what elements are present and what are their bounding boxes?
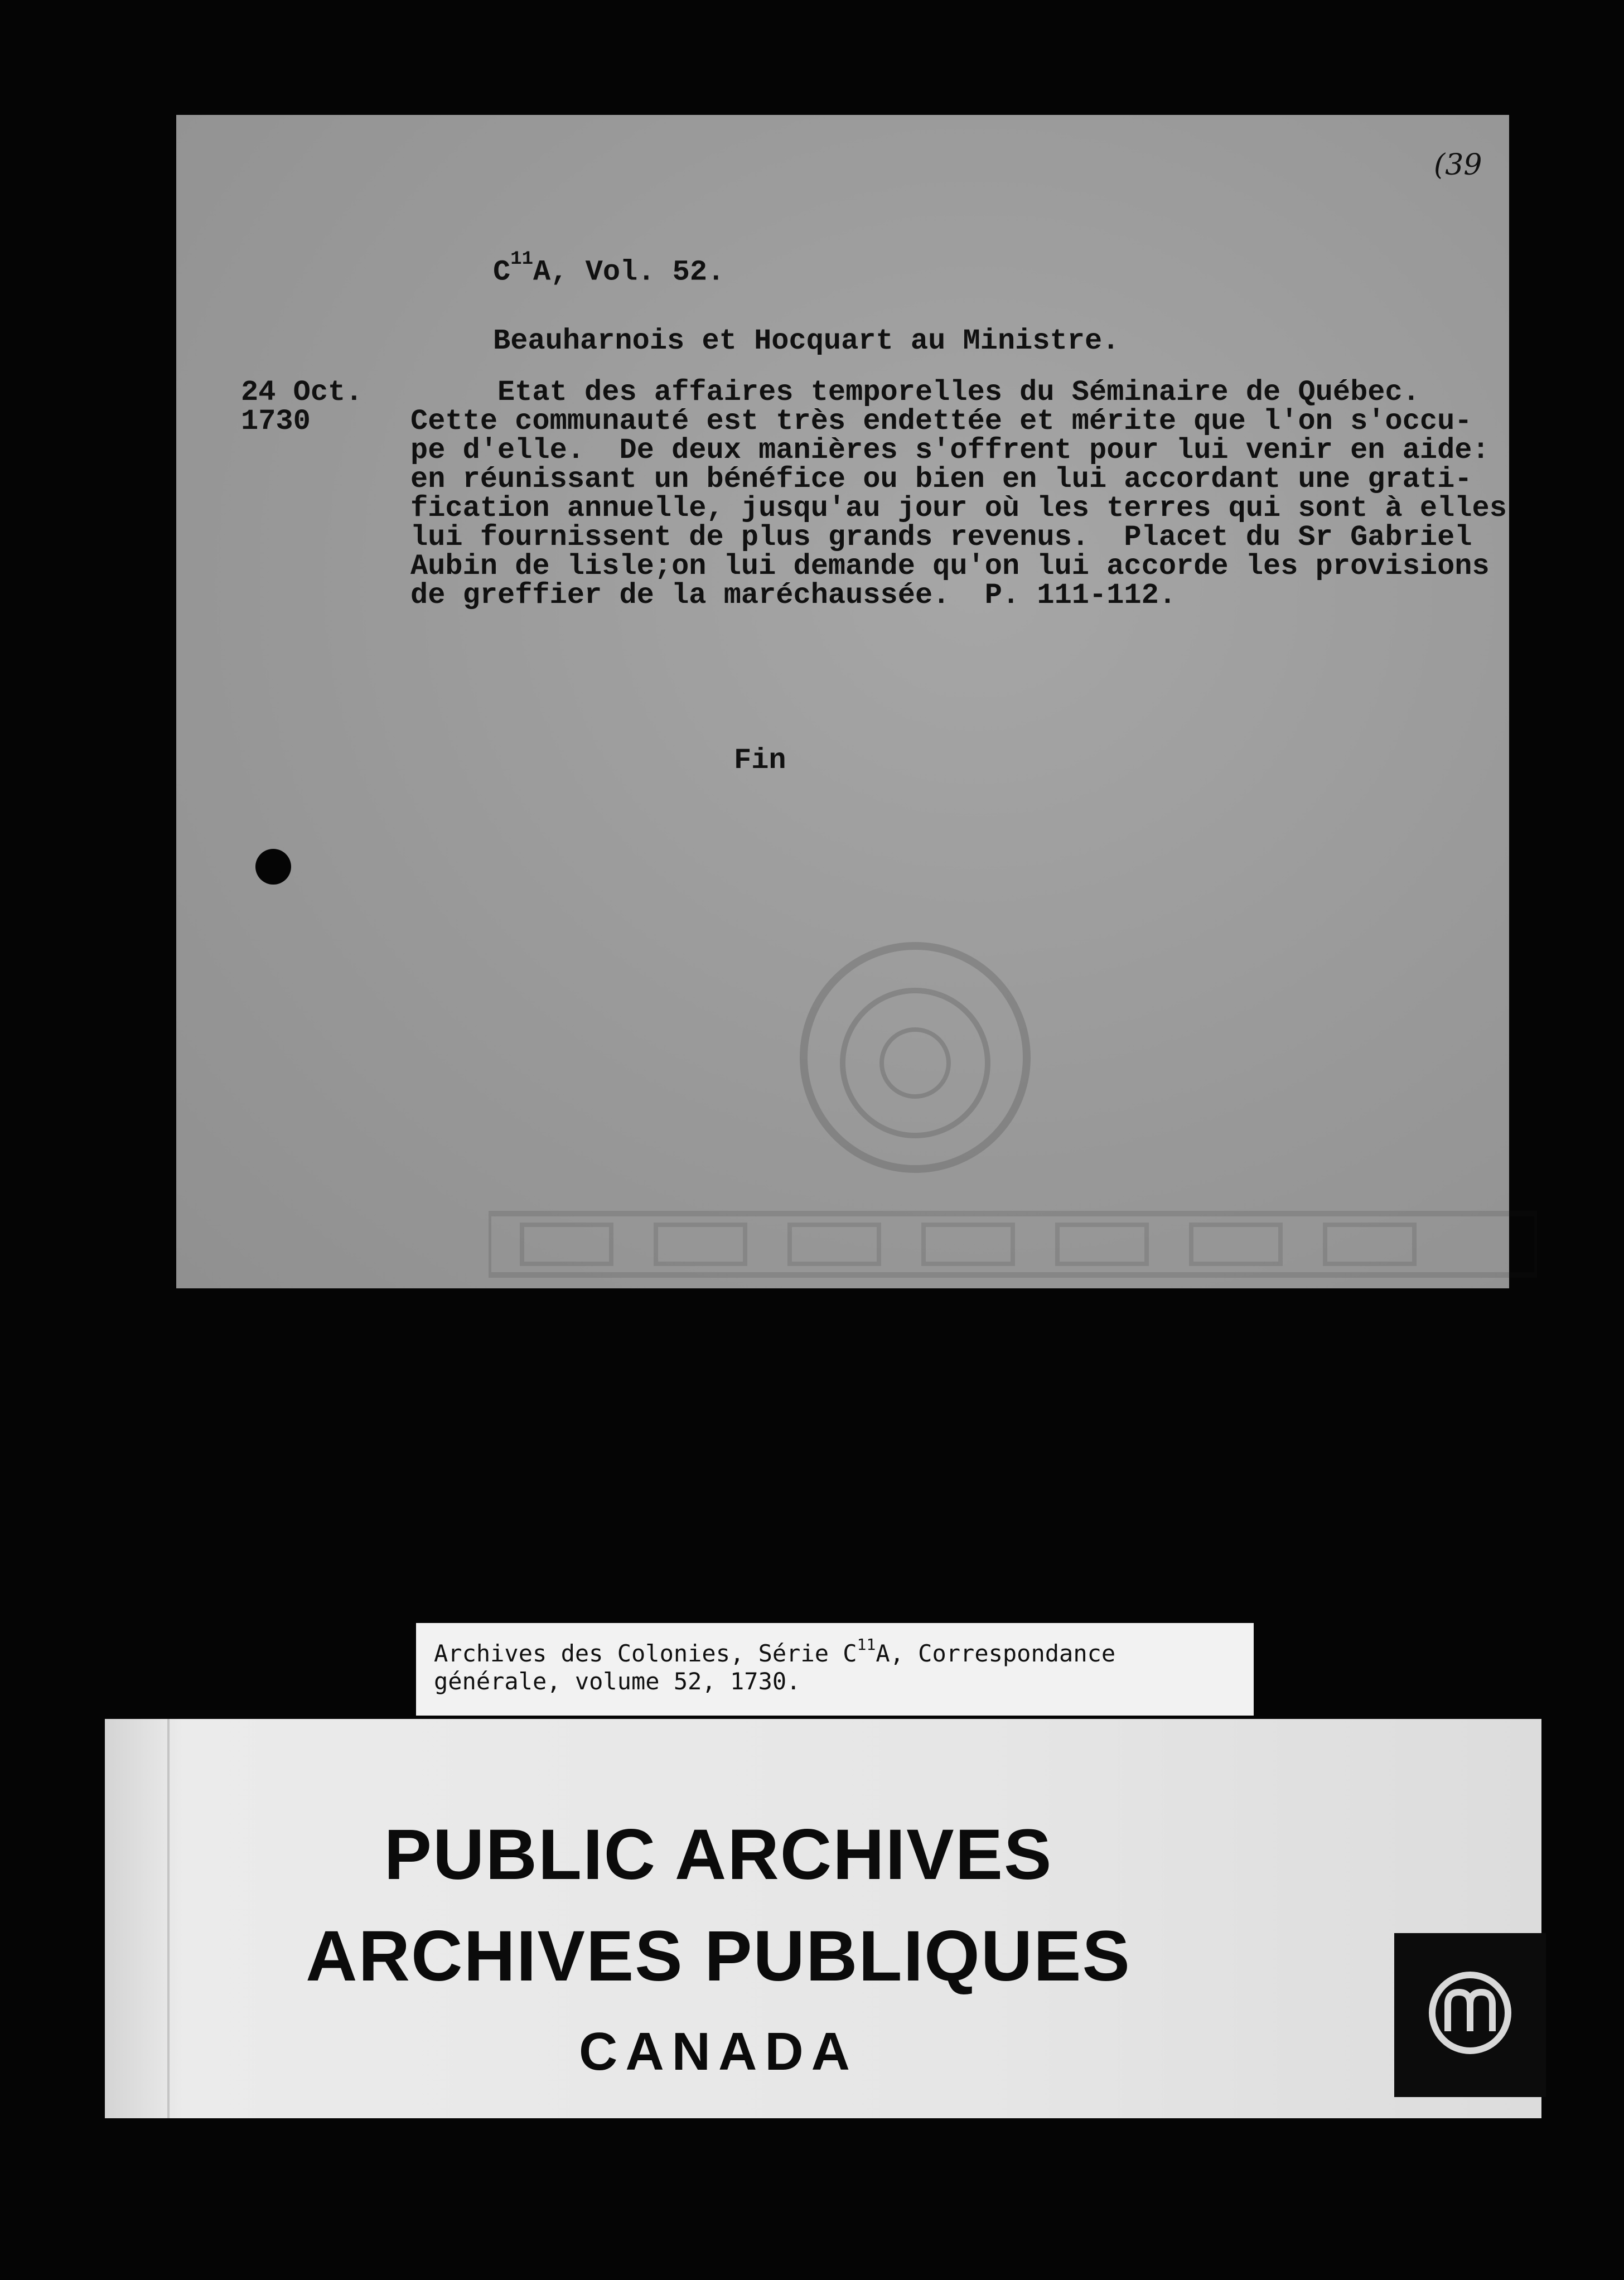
date-day-month: 24 Oct.: [241, 376, 363, 409]
reference-suffix: A, Vol. 52.: [533, 255, 725, 289]
summary-line: Aubin de lisle;on lui demande qu'on lui accorde les provisions: [410, 550, 1490, 583]
label-line-1: [434, 1634, 1236, 1668]
banner-title-french: ARCHIVES PUBLIQUES: [306, 1916, 1131, 1996]
label-prefix: Archives des Colonies, Série C: [434, 1640, 857, 1667]
archives-logo-icon: [1425, 1965, 1515, 2060]
archives-banner: [105, 1719, 1541, 2118]
reference-prefix: C: [493, 255, 511, 289]
archives-logo: [1394, 1933, 1546, 2097]
source-label: [416, 1623, 1254, 1716]
label-superscript: 11: [857, 1635, 876, 1654]
folio-number: (39: [1434, 148, 1482, 182]
faint-bleedthrough-mark: [489, 1208, 1537, 1281]
faint-seal-stamp-icon: [787, 929, 1043, 1186]
punch-hole: [255, 849, 291, 885]
banner-country: CANADA: [579, 2022, 858, 2081]
label-line-2: générale, volume 52, 1730.: [434, 1668, 801, 1695]
summary-line: fication annuelle, jusqu'au jour où les terres qui sont à elles: [410, 492, 1507, 525]
entry-date: [241, 378, 362, 436]
banner-title-english: PUBLIC ARCHIVES: [384, 1815, 1053, 1895]
summary-line: Etat des affaires temporelles du Séminaire de Québec.: [410, 376, 1420, 409]
summary-text: [410, 376, 1507, 612]
document-card: [176, 115, 1509, 1288]
date-year: 1730: [241, 405, 311, 438]
summary-line: de greffier de la maréchaussée. P. 111-112.: [410, 579, 1177, 612]
banner-fold-line: [167, 1719, 170, 2118]
closing-word: Fin: [734, 744, 786, 777]
summary-line: lui fournissent de plus grands revenus. Placet du Sr Gabriel: [410, 521, 1472, 554]
reference-superscript: 11: [510, 249, 534, 270]
addressee-line: Beauharnois et Hocquart au Ministre.: [493, 325, 1120, 358]
summary-line: en réunissant un bénéfice ou bien en lui accordant une grati-: [410, 463, 1472, 496]
label-suffix: A, Correspondance: [876, 1640, 1116, 1667]
volume-reference: [493, 249, 725, 289]
summary-line: Cette communauté est très endettée et mérite que l'on s'occu-: [410, 405, 1472, 438]
summary-line: pe d'elle. De deux manières s'offrent pour lui venir en aide:: [410, 434, 1490, 467]
